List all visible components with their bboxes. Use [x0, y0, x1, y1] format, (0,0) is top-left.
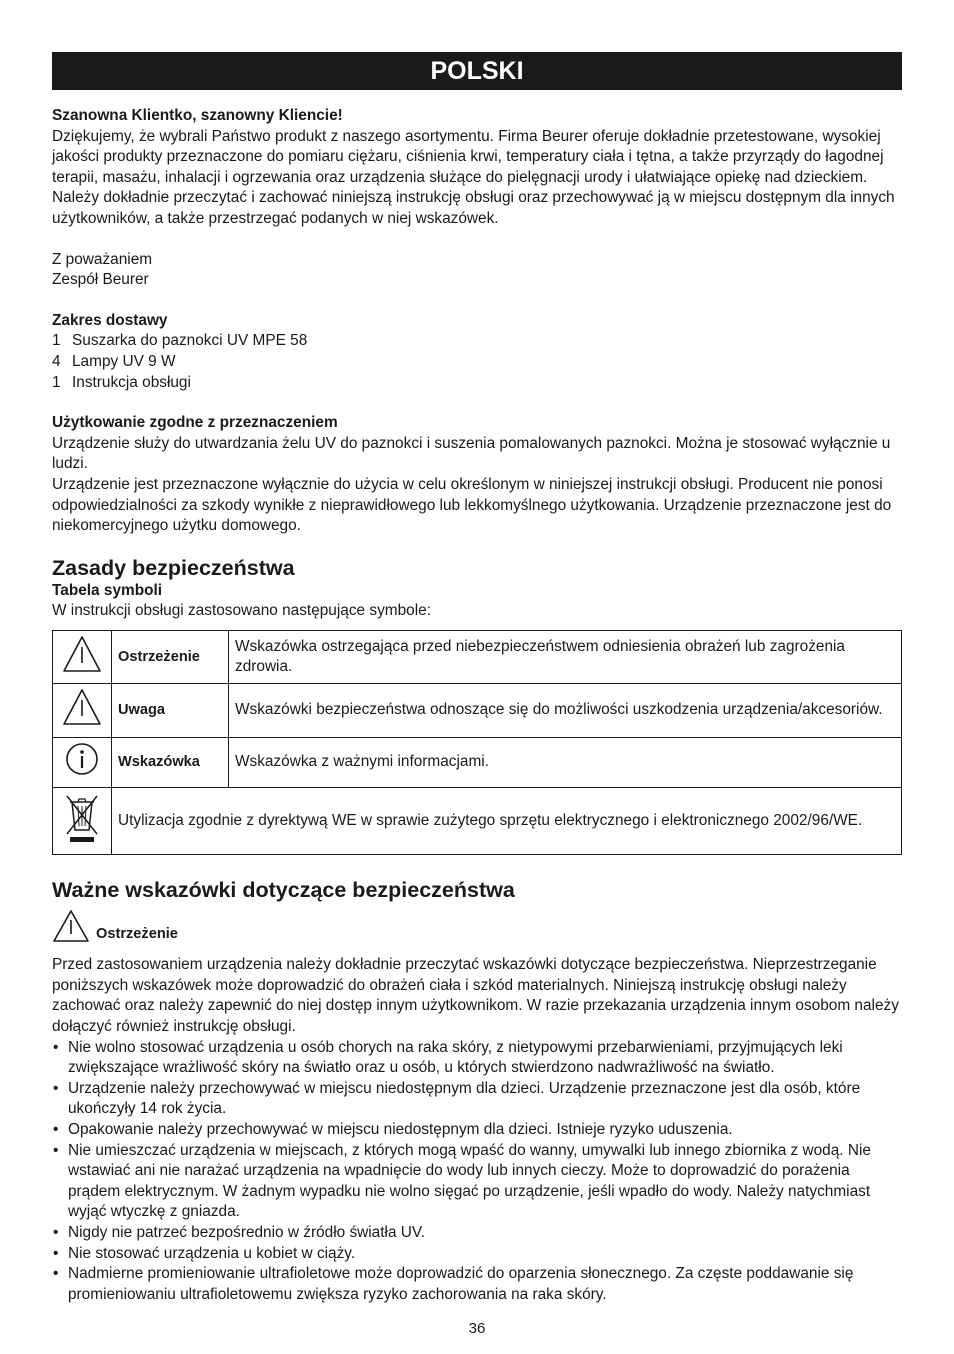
- symbol-name: Uwaga: [112, 684, 229, 738]
- manual-page: [52, 52, 902, 1305]
- list-item: • Nie umieszczać urządzenia w miejscach, z których mogą wpaść do wanny, umywalki lub innego zbiornika z wodą. Nie wstawiać ani nie narażać urządzenia na wpadnięcie do wody lub innych cieczy. Może to doprowadzić do porażenia prądem elektrycznym. W żadnym wypadku nie wolno sięgać po urządzenie, jeśli wpadło do wody. Należy natychmiast wyjąć wtyczkę z gniazda.: [52, 1141, 902, 1223]
- warning-triangle-icon: [62, 635, 102, 673]
- list-item: • Nie wolno stosować urządzenia u osób chorych na raka skóry, z nietypowymi przebarwieniami, przyjmujących leki zwiększające wrażliwość skóry na światło oraz u osób, u których stwierdzono nadwrażliwość na światło.: [52, 1038, 902, 1079]
- page-number: 36: [468, 1320, 486, 1337]
- safety-rules-heading: Zasady bezpieczeństwa: [52, 555, 295, 580]
- symbol-description: Wskazówki bezpieczeństwa odnoszące się do możliwości uszkodzenia urządzenia/akcesoriów.: [229, 684, 902, 738]
- symbols-table: [52, 630, 902, 855]
- delivery-list: [52, 331, 902, 393]
- safety-bullet-list: [52, 1038, 902, 1306]
- list-item: • Nigdy nie patrzeć bezpośrednio w źródło światła UV.: [52, 1223, 902, 1244]
- list-item: • Opakowanie należy przechowywać w miejscu niedostępnym dla dzieci. Istnieje ryzyko uduszenia.: [52, 1120, 902, 1141]
- symbol-description: Wskazówka z ważnymi informacjami.: [229, 738, 902, 788]
- intended-use-paragraph-2: Urządzenie jest przeznaczone wyłącznie do użycia w celu określonym w niniejszej instrukcji obsługi. Producent nie ponosi odpowiedzialności za szkody wynikłe z nieprawidłowego lub lekkomyślnego użytkowania. Urządzenie przeznaczone jest do niekomercyjnego użytku domowego.: [52, 475, 892, 535]
- language-header: POLSKI: [52, 52, 902, 90]
- warning-label-text: Ostrzeżenie: [96, 926, 178, 943]
- symbols-subheading: Tabela symboli: [52, 581, 163, 599]
- list-item: • Nie stosować urządzenia u kobiet w ciąży.: [52, 1244, 902, 1265]
- list-item: • Nadmierne promieniowanie ultrafioletowe może doprowadzić do oparzenia słonecznego. Za częste poddawanie się promieniowaniu ultrafioletowemu zwiększa ryzyko zachorowania na raka skóry.: [52, 1264, 902, 1305]
- delivery-heading: Zakres dostawy: [52, 311, 168, 329]
- warning-triangle-icon: [62, 688, 102, 726]
- symbol-name: Wskazówka: [112, 738, 229, 788]
- crossed-bin-icon: [64, 792, 100, 844]
- warning-label: [52, 909, 902, 943]
- list-item: • Urządzenie należy przechowywać w miejscu niedostępnym dla dzieci. Urządzenie przeznaczone jest dla osób, które ukończyły 14 rok życia.: [52, 1079, 902, 1120]
- intro-paragraph: Dziękujemy, że wybrali Państwo produkt z naszego asortymentu. Firma Beurer oferuje dokładnie przetestowane, wysokiej jakości produkty przeznaczone do pomiaru ciężaru, ciśnienia krwi, temperatury ciała i tętna, a także przyrządy do łagodnej terapii, masażu, inhalacji i ogrzewania oraz urządzenia służące do pielęgnacji urody i ułatwiające opiekę nad dzieckiem.: [52, 127, 884, 186]
- list-item: 1 Suszarka do paznokci UV MPE 58: [52, 332, 308, 350]
- symbol-description: Wskazówka ostrzegająca przed niebezpieczeństwem odniesienia obrażeń lub zagrożenia zdrowia.: [229, 630, 902, 684]
- important-intro: Przed zastosowaniem urządzenia należy dokładnie przeczytać wskazówki dotyczące bezpieczeństwa. Nieprzestrzeganie poniższych wskazówek może doprowadzić do obrażeń ciała i szkód materialnych. Niniejszą instrukcję obsługi należy zachować oraz należy zapewnić do niej dostęp innym użytkownikom. W razie przekazania urządzenia innym osobom należy dołączyć również instrukcję obsługi.: [52, 956, 899, 1036]
- list-item: 1 Instrukcja obsługi: [52, 373, 191, 391]
- info-circle-icon: [65, 742, 99, 776]
- symbol-description: Utylizacja zgodnie z dyrektywą WE w sprawie zużytego sprzętu elektrycznego i elektronicznego 2002/96/WE.: [112, 787, 902, 855]
- symbols-intro: W instrukcji obsługi zastosowano następujące symbole:: [52, 602, 431, 620]
- warning-triangle-icon: [52, 909, 90, 943]
- intended-use-paragraph: Urządzenie służy do utwardzania żelu UV do paznokci i suszenia pomalowanych paznokci. Można je stosować wyłącznie u ludzi.: [52, 434, 891, 473]
- greeting: Szanowna Klientko, szanowny Kliencie!: [52, 107, 343, 124]
- table-row: [53, 630, 902, 684]
- important-safety-heading: Ważne wskazówki dotyczące bezpieczeństwa: [52, 878, 515, 903]
- intended-use-heading: Użytkowanie zgodne z przeznaczeniem: [52, 414, 338, 432]
- intro-paragraph-2: Należy dokładnie przeczytać i zachować niniejszą instrukcję obsługi oraz przechowywać ją w miejscu dostępnym dla innych użytkowników, a także przestrzegać podanych w niej wskazówek.: [52, 189, 895, 227]
- symbol-name: Ostrzeżenie: [112, 630, 229, 684]
- table-row: [53, 787, 902, 855]
- closing: Z poważaniem: [52, 250, 153, 268]
- signature: Zespół Beurer: [52, 271, 149, 289]
- table-row: [53, 738, 902, 788]
- list-item: 4 Lampy UV 9 W: [52, 352, 176, 370]
- table-row: [53, 684, 902, 738]
